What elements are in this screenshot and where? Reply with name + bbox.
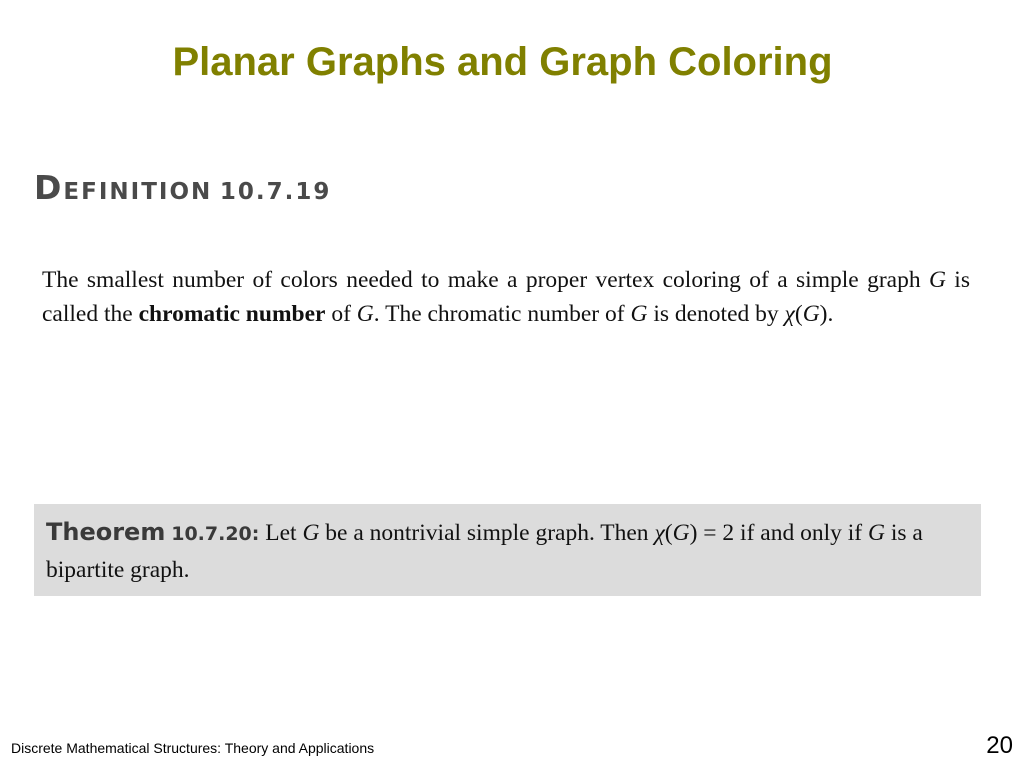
theorem-text-part: Let: [259, 520, 303, 546]
definition-text-part: of: [325, 301, 357, 327]
theorem-box: [34, 504, 981, 596]
chi-symbol: χ: [654, 520, 665, 546]
definition-text-part: is denoted by: [647, 301, 785, 327]
graph-variable: G: [356, 301, 374, 327]
definition-number: 10.7.19: [219, 179, 332, 205]
definition-heading-initial: D: [34, 168, 64, 207]
page-number: 20: [986, 732, 1013, 759]
definition-text-part: (: [794, 301, 803, 327]
chromatic-number-term: chromatic number: [138, 301, 326, 327]
chi-symbol: χ: [784, 301, 795, 327]
definition-text: [42, 263, 970, 331]
theorem-text-part: is a bipartite graph.: [46, 520, 923, 583]
slide-title: Planar Graphs and Graph Coloring: [172, 40, 833, 84]
definition-heading-word: EFINITION: [63, 179, 213, 205]
theorem-label: Theorem: [46, 518, 166, 546]
footer-source: Discrete Mathematical Structures: Theory and Applications: [11, 740, 375, 756]
graph-variable: G: [672, 520, 690, 546]
graph-variable: G: [928, 267, 946, 293]
definition-heading: [34, 166, 331, 216]
theorem-text-part: (: [664, 520, 673, 546]
theorem-text-part: ) = 2 if and only if: [689, 520, 868, 546]
theorem-number: 10.7.20:: [171, 523, 260, 545]
graph-variable: G: [867, 520, 885, 546]
definition-text-part: ).: [819, 301, 834, 327]
graph-variable: G: [302, 520, 320, 546]
graph-variable: G: [630, 301, 648, 327]
definition-text-part: . The chromatic number of: [373, 301, 631, 327]
theorem-text: [46, 514, 971, 588]
theorem-text-part: be a nontrivial simple graph. Then: [319, 520, 655, 546]
definition-text-part: is called the: [42, 267, 970, 327]
definition-text-part: The smallest number of colors needed to make a proper vertex coloring of a simple graph: [42, 267, 929, 293]
graph-variable: G: [802, 301, 820, 327]
